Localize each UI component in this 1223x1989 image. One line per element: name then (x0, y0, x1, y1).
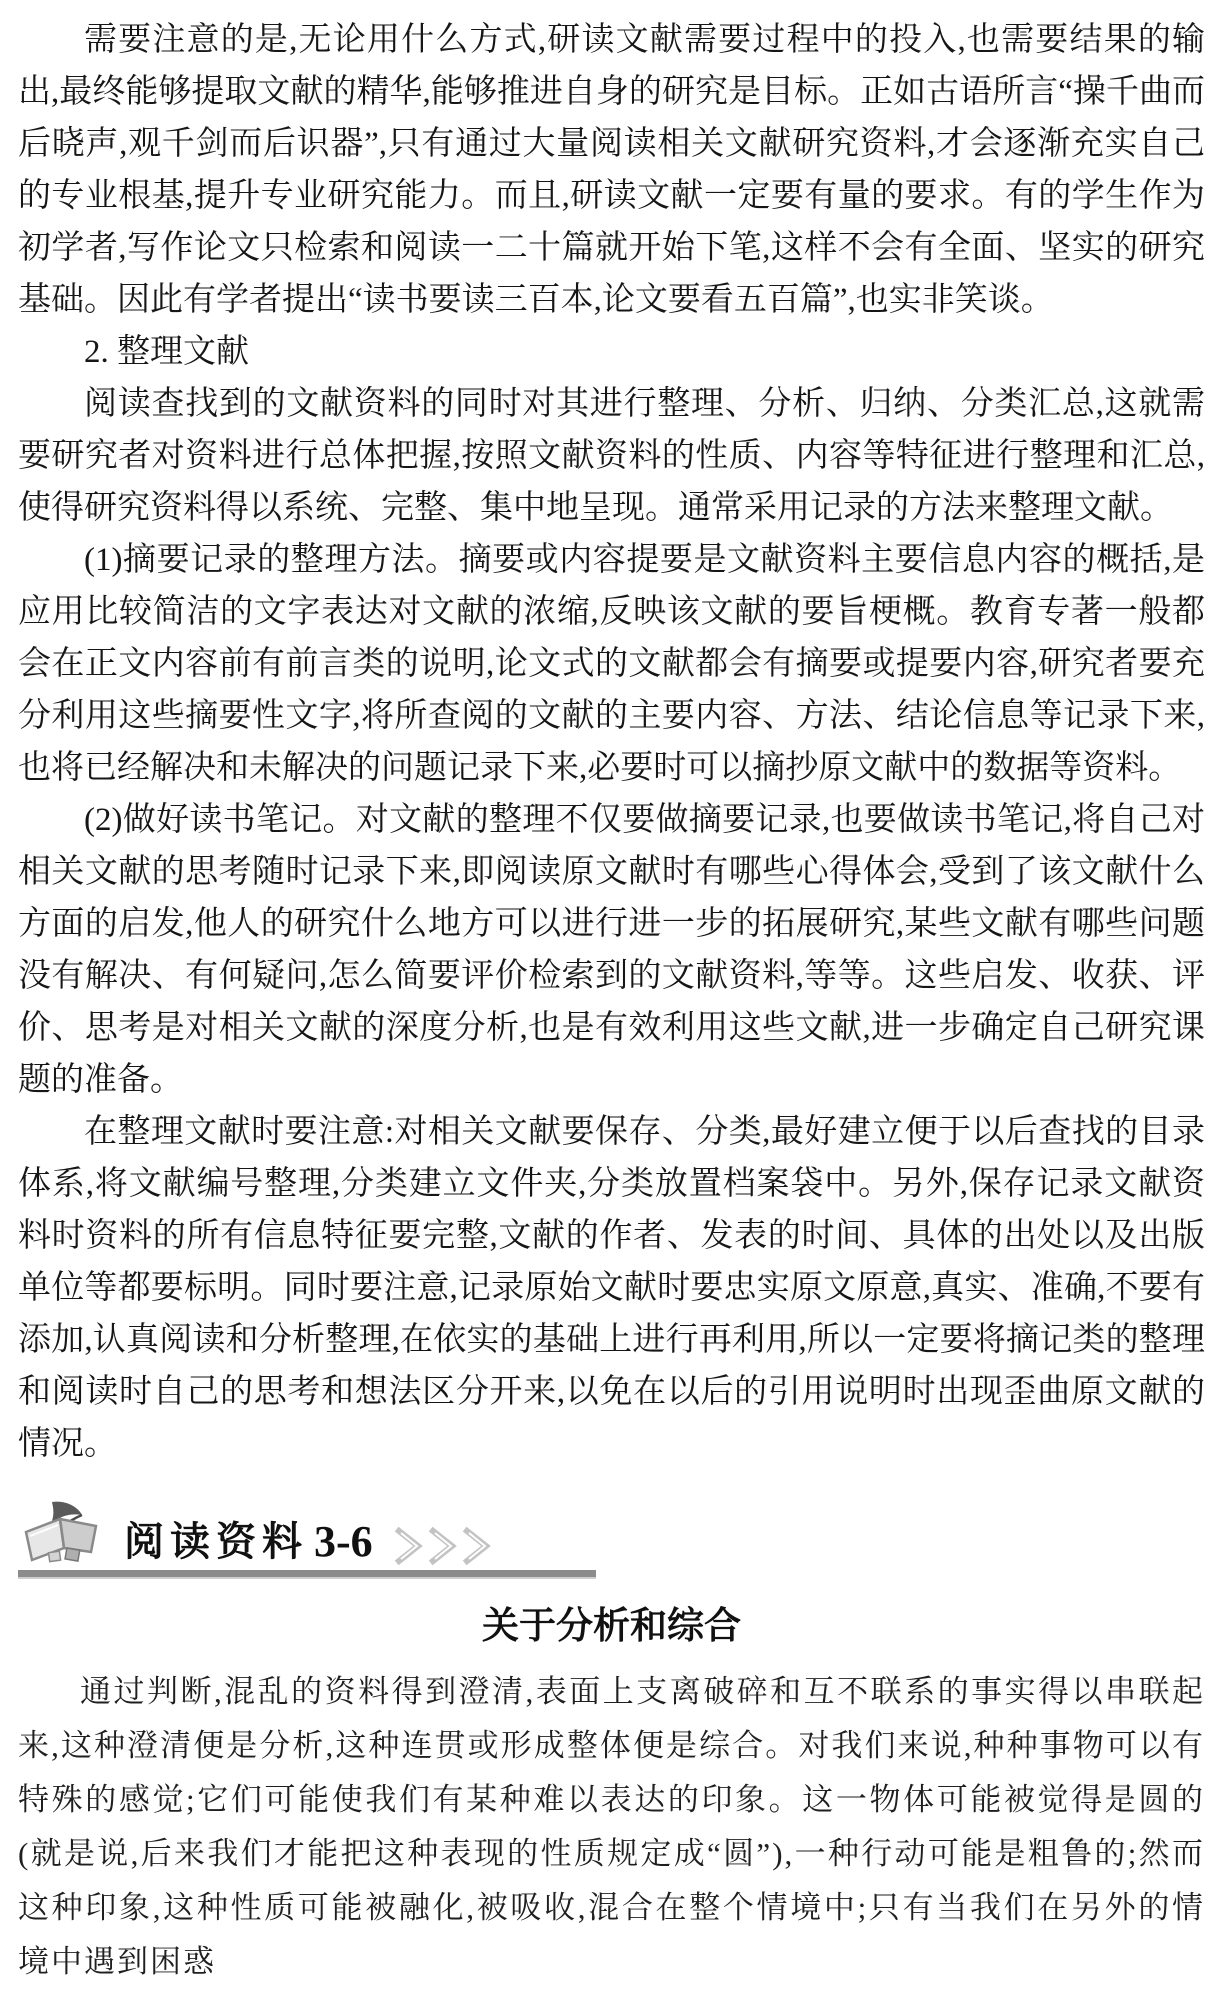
reading-material-number: 3-6 (314, 1517, 373, 1566)
paragraph-reading-notes: (2)做好读书笔记。对文献的整理不仅要做摘要记录,也要做读书笔记,将自己对相关文献的思考随时记录下来,即阅读原文献时有哪些心得体会,受到了该文献什么方面的启发,他人的研究什么地方可以进行进一步的拓展研究,某些文献有哪些问题没有解决、有何疑问,怎么简要评价检索到的文献资料,等等。这些启发、收获、评价、思考是对相关文献的深度分析,也是有效利用这些文献,进一步确定自己研究课题的准备。 (18, 802, 1205, 1098)
paragraph-organize-cautions: 在整理文献时要注意:对相关文献要保存、分类,最好建立便于以后查找的目录体系,将文献编号整理,分类建立文件夹,分类放置档案袋中。另外,保存记录文献资料时资料的所有信息特征要完整,文献的作者、发表的时间、具体的出处以及出版单位等都要标明。同时要注意,记录原始文献时要忠实原文原意,真实、准确,不要有添加,认真阅读和分析整理,在依实的基础上进行再利用,所以一定要将摘记类的整理和阅读时自己的思考和想法区分开来,以免在以后的引用说明时出现歪曲原文献的情况。 (18, 1114, 1205, 1462)
paragraph-abstract-notes: (1)摘要记录的整理方法。摘要或内容提要是文献资料主要信息内容的概括,是应用比较简洁的文字表达对文献的浓缩,反映该文献的要旨梗概。教育专著一般都会在正文内容前有前言类的说明,论文式的文献都会有摘要或提要内容,研究者要充分利用这些摘要性文字,将所查阅的文献的主要内容、方法、结论信息等记录下来,也将已经解决和未解决的问题记录下来,必要时可以摘抄原文献中的数据等资料。 (18, 542, 1205, 786)
reading-material-title: 关于分析和综合 (482, 1606, 741, 1647)
header-underline-rule (18, 1570, 596, 1579)
reading-material-header (18, 1500, 1205, 1566)
reading-material-label: 阅读资料 (124, 1519, 308, 1564)
intro-paragraph: 需要注意的是,无论用什么方式,研读文献需要过程中的投入,也需要结果的输出,最终能够提取文献的精华,能够推进自身的研究是目标。正如古语所言“操千曲而后晓声,观千剑而后识器”,只有通过大量阅读相关文献研究资料,才会逐渐充实自己的专业根基,提升专业研究能力。而且,研读文献一定要有量的要求。有的学生作为初学者,写作论文只检索和阅读一二十篇就开始下笔,这样不会有全面、坚实的研究基础。因此有学者提出“读书要读三百本,论文要看五百篇”,也实非笑谈。 (18, 22, 1205, 318)
section-heading-organize-literature: 2. 整理文献 (84, 334, 249, 370)
reading-material-paragraph: 通过判断,混乱的资料得到澄清,表面上支离破碎和互不联系的事实得以串联起来,这种澄清便是分析,这种连贯或形成整体便是综合。对我们来说,种种事物可以有特殊的感觉;它们可能使我们有某种难以表达的印象。这一物体可能被觉得是圆的(就是说,后来我们才能把这种表现的性质规定成“圆”),一种行动可能是粗鲁的;然而这种印象,这种性质可能被融化,被吸收,混合在整个情境中;只有当我们在另外的情境中遇到困惑 (18, 1674, 1205, 1979)
book-quill-icon (18, 1500, 110, 1566)
paragraph-organize-overview: 阅读查找到的文献资料的同时对其进行整理、分析、归纳、分类汇总,这就需要研究者对资料进行总体把握,按照文献资料的性质、内容等特征进行整理和汇总,使得研究资料得以系统、完整、集中地呈现。通常采用记录的方法来整理文献。 (18, 386, 1205, 526)
triple-chevron-right-icon (391, 1524, 503, 1568)
